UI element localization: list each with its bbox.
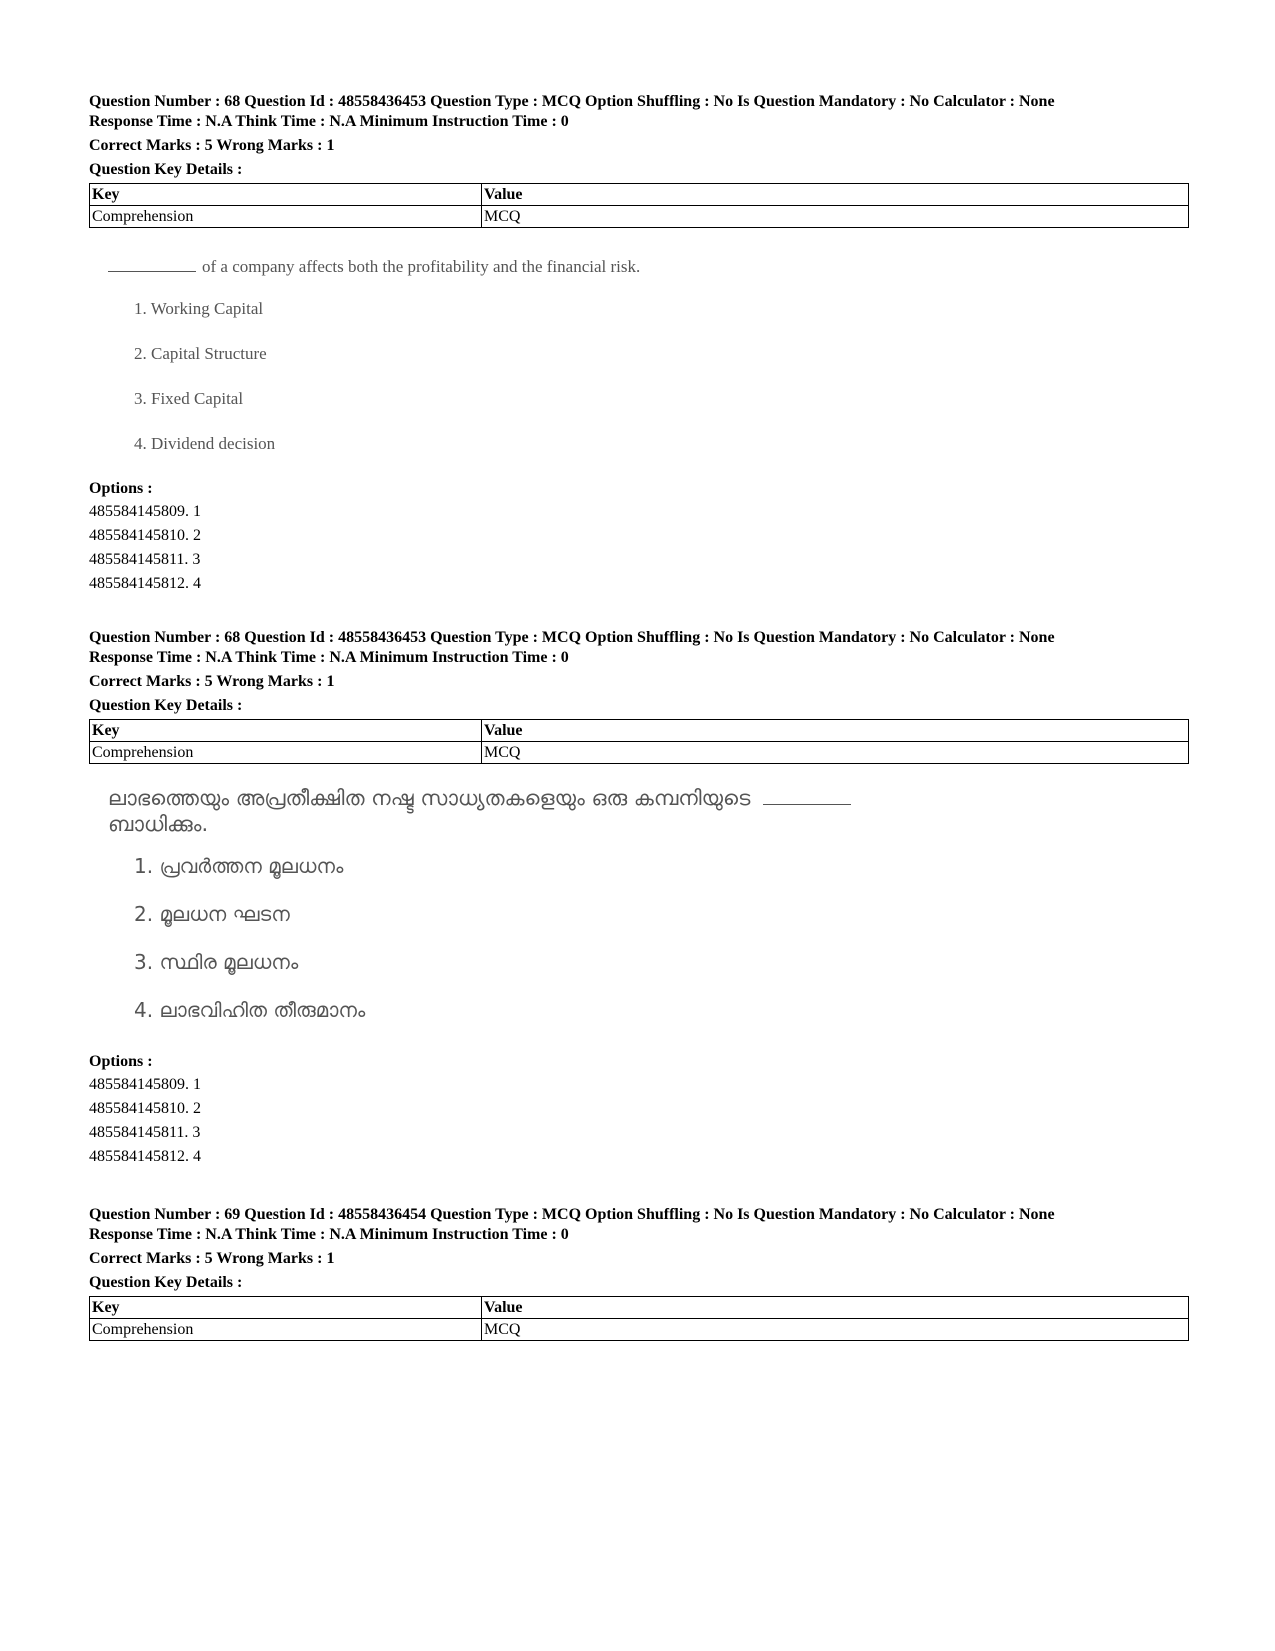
- table-header-value: Value: [482, 1297, 1189, 1319]
- option-row: 485584145809. 1: [89, 1076, 201, 1093]
- choice-item: 1. Working Capital: [134, 299, 264, 318]
- choice-item: 2. മൂലധന ഘടന: [134, 902, 290, 926]
- marks-line: Correct Marks : 5 Wrong Marks : 1: [89, 673, 335, 690]
- question-meta-line: Question Number : 68 Question Id : 48558436453 Question Type : MCQ Option Shuffling : No Is Question Mandatory : No Calculator : None: [89, 629, 1055, 646]
- table-header-value: Value: [482, 720, 1189, 742]
- question-stem: of a company affects both the profitability and the financial risk.: [108, 255, 928, 279]
- key-details-label: Question Key Details :: [89, 161, 243, 178]
- marks-line: Correct Marks : 5 Wrong Marks : 1: [89, 1250, 335, 1267]
- question-content-2: [108, 785, 928, 1045]
- options-label: Options :: [89, 1053, 153, 1070]
- table-header-key: Key: [90, 184, 482, 206]
- table-header-row: [90, 184, 1189, 206]
- choice-item: 2. Capital Structure: [134, 344, 267, 363]
- table-cell-value: MCQ: [482, 1319, 1189, 1341]
- choice-item: 4. ലാഭവിഹിത തീരുമാനം: [134, 998, 366, 1022]
- table-cell-key: Comprehension: [90, 206, 482, 228]
- key-details-table: [89, 1296, 1189, 1341]
- choice-list: [134, 297, 928, 477]
- table-cell-key: Comprehension: [90, 742, 482, 764]
- option-row: 485584145812. 4: [89, 575, 201, 592]
- choice-item: 3. Fixed Capital: [134, 389, 244, 408]
- question-block-3: [89, 1205, 1189, 1341]
- table-header-row: [90, 720, 1189, 742]
- marks-line: Correct Marks : 5 Wrong Marks : 1: [89, 137, 335, 154]
- options-section-2: [89, 1051, 1189, 1169]
- options-label: Options :: [89, 480, 153, 497]
- timing-meta-line: Response Time : N.A Think Time : N.A Minimum Instruction Time : 0: [89, 113, 569, 130]
- table-header-key: Key: [90, 1297, 482, 1319]
- option-row: 485584145810. 2: [89, 527, 201, 544]
- key-details-table: [89, 183, 1189, 228]
- question-meta-line: Question Number : 68 Question Id : 48558436453 Question Type : MCQ Option Shuffling : No Is Question Mandatory : No Calculator : None: [89, 93, 1055, 110]
- question-meta-line: Question Number : 69 Question Id : 48558436454 Question Type : MCQ Option Shuffling : No Is Question Mandatory : No Calculator : None: [89, 1206, 1055, 1223]
- option-row: 485584145809. 1: [89, 503, 201, 520]
- table-row: [90, 742, 1189, 764]
- key-details-table: [89, 719, 1189, 764]
- fill-in-blank: [108, 257, 196, 272]
- question-block-2: [89, 628, 1189, 764]
- table-row: [90, 206, 1189, 228]
- table-cell-key: Comprehension: [90, 1319, 482, 1341]
- fill-in-blank: [763, 790, 851, 805]
- table-header-value: Value: [482, 184, 1189, 206]
- question-stem-continued: ബാധിക്കും.: [108, 812, 209, 836]
- question-block-1: [89, 92, 1189, 228]
- table-row: [90, 1319, 1189, 1341]
- option-row: 485584145810. 2: [89, 1100, 201, 1117]
- table-cell-value: MCQ: [482, 206, 1189, 228]
- timing-meta-line: Response Time : N.A Think Time : N.A Minimum Instruction Time : 0: [89, 1226, 569, 1243]
- option-row: 485584145811. 3: [89, 551, 201, 568]
- question-content-1: [108, 255, 928, 477]
- table-cell-value: MCQ: [482, 742, 1189, 764]
- key-details-label: Question Key Details :: [89, 697, 243, 714]
- table-header-row: [90, 1297, 1189, 1319]
- question-stem: ലാഭത്തെയും അപ്രതീക്ഷിത നഷ്ട സാധ്യതകളെയും ഒരു കമ്പനിയുടെ: [108, 785, 928, 811]
- choice-item: 3. സ്ഥിര മൂലധനം: [134, 950, 299, 974]
- choice-item: 4. Dividend decision: [134, 434, 276, 453]
- choice-list: [134, 853, 928, 1045]
- table-header-key: Key: [90, 720, 482, 742]
- option-row: 485584145811. 3: [89, 1124, 201, 1141]
- options-section-1: [89, 478, 1189, 596]
- key-details-label: Question Key Details :: [89, 1274, 243, 1291]
- timing-meta-line: Response Time : N.A Think Time : N.A Minimum Instruction Time : 0: [89, 649, 569, 666]
- option-row: 485584145812. 4: [89, 1148, 201, 1165]
- choice-item: 1. പ്രവർത്തന മൂലധനം: [134, 854, 344, 878]
